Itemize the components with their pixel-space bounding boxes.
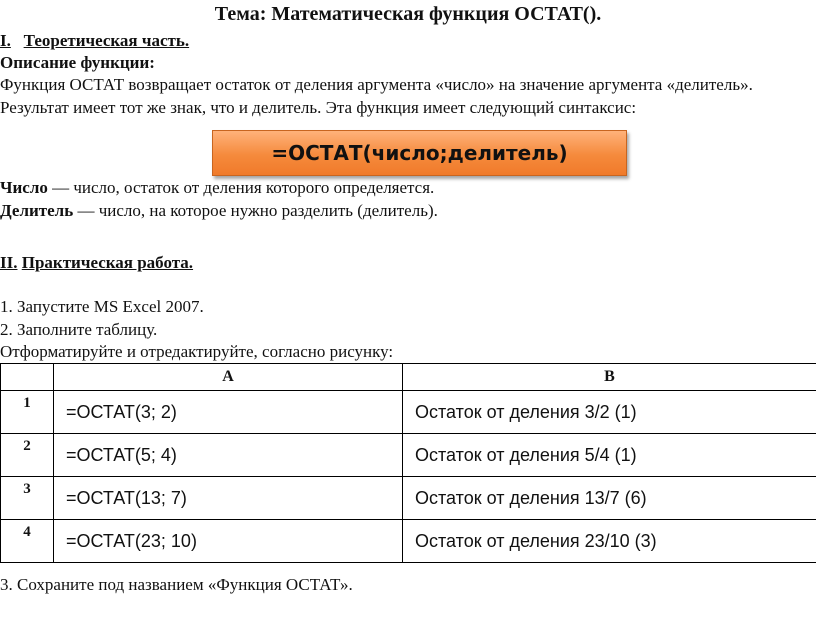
section-1-number: I. [0, 31, 11, 50]
step-3: 3. Сохраните под названием «Функция ОСТАТ». [0, 575, 353, 594]
cell-a: =ОСТАТ(3; 2) [54, 391, 403, 434]
row-number: 2 [1, 434, 54, 477]
table-row [1, 477, 816, 520]
arg-divisor-line [0, 201, 438, 221]
step-1: 1. Запустите MS Excel 2007. [0, 297, 204, 316]
arg-divisor-desc: — число, на которое нужно разделить (делитель). [73, 201, 438, 220]
section-1-title: Теоретическая часть. [23, 31, 190, 50]
table-row [1, 434, 816, 477]
description-heading: Описание функции: [0, 53, 155, 72]
table-header-row [1, 364, 816, 391]
section-2-number: II. [0, 253, 18, 272]
formula-box [212, 130, 627, 176]
arg-number-line [0, 178, 434, 198]
row-number: 3 [1, 477, 54, 520]
cell-a: =ОСТАТ(13; 7) [54, 477, 403, 520]
step-2: 2. Заполните таблицу. [0, 320, 158, 339]
arg-number-desc: — число, остаток от деления которого определяется. [47, 178, 435, 197]
step-2-note: Отформатируйте и отредактируйте, согласно рисунку: [0, 342, 394, 361]
header-corner [1, 364, 54, 391]
row-number: 1 [1, 391, 54, 434]
table-row [1, 391, 816, 434]
example-table [0, 363, 816, 563]
table-row [1, 520, 816, 563]
description-line-2: Результат имеет тот же знак, что и делитель. Эта функция имеет следующий синтаксис: [0, 98, 637, 117]
description-line-1: Функция ОСТАТ возвращает остаток от деления аргумента «число» на значение аргумента «делитель». [0, 75, 753, 94]
header-col-a: A [54, 364, 403, 391]
page-title: Тема: Математическая функция ОСТАТ(). [214, 3, 602, 25]
cell-b: Остаток от деления 23/10 (3) [403, 520, 816, 563]
section-2-heading [0, 253, 193, 273]
arg-divisor-term: Делитель [0, 201, 74, 220]
row-number: 4 [1, 520, 54, 563]
section-2-title: Практическая работа. [21, 253, 194, 272]
arg-number-term: Число [0, 178, 48, 197]
cell-b: Остаток от деления 13/7 (6) [403, 477, 816, 520]
header-col-b: B [403, 364, 816, 391]
cell-b: Остаток от деления 3/2 (1) [403, 391, 816, 434]
section-1-heading [0, 31, 189, 51]
cell-a: =ОСТАТ(23; 10) [54, 520, 403, 563]
formula-text: =ОСТАТ(число;делитель) [271, 141, 568, 165]
cell-a: =ОСТАТ(5; 4) [54, 434, 403, 477]
cell-b: Остаток от деления 5/4 (1) [403, 434, 816, 477]
